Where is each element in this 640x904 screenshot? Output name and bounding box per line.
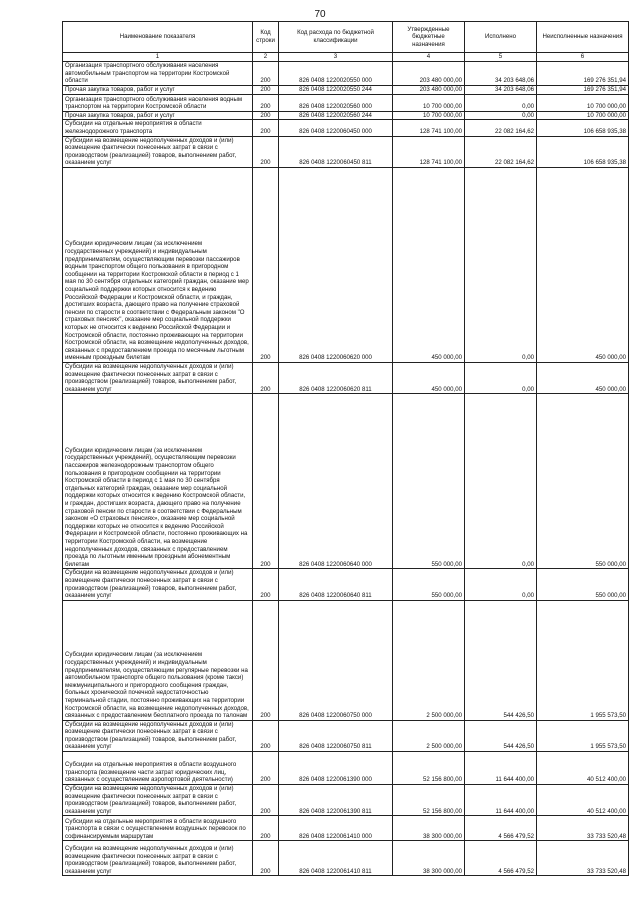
row-budget-code: 826 0408 1220060640 000 bbox=[279, 394, 393, 569]
table-row bbox=[63, 62, 629, 86]
row-approved: 52 156 800,00 bbox=[393, 752, 465, 785]
row-name: Организация транспортного обслуживания населения автомобильным транспортом на территории Костромской области bbox=[63, 62, 253, 86]
row-budget-code: 826 0408 1220060750 000 bbox=[279, 600, 393, 720]
column-number: 3 bbox=[279, 53, 393, 62]
row-approved: 38 300 000,00 bbox=[393, 816, 465, 841]
header-approved: Утвержденные бюджетные назначения bbox=[393, 22, 465, 53]
row-unexecuted: 33 733 520,48 bbox=[537, 841, 629, 876]
table-row bbox=[63, 600, 629, 720]
page-number: 70 bbox=[314, 9, 326, 20]
row-executed: 4 566 479,52 bbox=[465, 816, 537, 841]
row-code: 200 bbox=[253, 569, 279, 600]
row-budget-code: 826 0408 1220060640 811 bbox=[279, 569, 393, 600]
row-name: Субсидии на отдельные мероприятия в области воздушного транспорта в связи с осуществлением воздушных перевозок по софинансируемым маршрутам bbox=[63, 816, 253, 841]
row-name: Субсидии на возмещение недополученных доходов и (или) возмещение фактически понесенных затрат в связи с производством (реализацией) товаров, выполнением работ, оказанием услуг bbox=[63, 841, 253, 876]
row-approved: 2 500 000,00 bbox=[393, 720, 465, 751]
row-budget-code: 826 0408 1220060620 811 bbox=[279, 362, 393, 393]
table-row bbox=[63, 94, 629, 111]
row-name: Субсидии на возмещение недополученных доходов и (или) возмещение фактически понесенных затрат в связи с производством (реализацией) товаров, выполнением работ, оказанием услуг bbox=[63, 136, 253, 167]
header-budget-code: Код расхода по бюджетной классификации bbox=[279, 22, 393, 53]
row-executed: 0,00 bbox=[465, 167, 537, 362]
row-unexecuted: 40 512 400,00 bbox=[537, 785, 629, 816]
row-name: Субсидии на возмещение недополученных доходов и (или) возмещение фактически понесенных затрат в связи с производством (реализацией) товаров, выполнением работ, оказанием услуг bbox=[63, 362, 253, 393]
row-name: Субсидии на возмещение недополученных доходов и (или) возмещение фактически понесенных затрат в связи с производством (реализацией) товаров, выполнением работ, оказанием услуг bbox=[63, 785, 253, 816]
row-code: 200 bbox=[253, 785, 279, 816]
row-executed: 544 426,50 bbox=[465, 600, 537, 720]
row-budget-code: 826 0408 1220060750 811 bbox=[279, 720, 393, 751]
column-number-row bbox=[63, 53, 629, 62]
row-budget-code: 826 0408 1220060450 811 bbox=[279, 136, 393, 167]
row-code: 200 bbox=[253, 600, 279, 720]
row-approved: 128 741 100,00 bbox=[393, 120, 465, 136]
row-executed: 4 566 479,52 bbox=[465, 841, 537, 876]
row-executed: 0,00 bbox=[465, 94, 537, 111]
row-approved: 10 700 000,00 bbox=[393, 94, 465, 111]
row-unexecuted: 10 700 000,00 bbox=[537, 111, 629, 120]
row-code: 200 bbox=[253, 111, 279, 120]
row-approved: 203 480 000,00 bbox=[393, 85, 465, 94]
row-approved: 10 700 000,00 bbox=[393, 111, 465, 120]
row-executed: 0,00 bbox=[465, 394, 537, 569]
row-unexecuted: 550 000,00 bbox=[537, 569, 629, 600]
row-name: Организация транспортного обслуживания населения водным транспортом на территории Костромской области bbox=[63, 94, 253, 111]
row-executed: 0,00 bbox=[465, 569, 537, 600]
row-unexecuted: 40 512 400,00 bbox=[537, 752, 629, 785]
row-name: Субсидии юридическим лицам (за исключением государственных учреждений) и индивидуальным предпринимателям, осуществляющим регулярные перевозки на автомобильном транспорте общего пользования (кроме такси) межмуниципального и пригородного сообщения граждан, больных хронической почечной недостаточностью терминальной стадии, постоянно проживающих на территории Костромской области, на возмещение недополученных доходов, связанных с предоставлением бесплатного проезда по талонам bbox=[63, 600, 253, 720]
row-approved: 2 500 000,00 bbox=[393, 600, 465, 720]
header-name: Наименование показателя bbox=[63, 22, 253, 53]
row-budget-code: 826 0408 1220061390 811 bbox=[279, 785, 393, 816]
row-name: Субсидии на отдельные мероприятия в области воздушного транспорта (возмещение части затрат юридических лиц, связанных с осуществлением аэропортовой деятельности) bbox=[63, 752, 253, 785]
table-row bbox=[63, 362, 629, 393]
row-approved: 52 156 800,00 bbox=[393, 785, 465, 816]
row-approved: 203 480 000,00 bbox=[393, 62, 465, 86]
table-row bbox=[63, 569, 629, 600]
row-executed: 11 644 400,00 bbox=[465, 785, 537, 816]
row-name: Прочая закупка товаров, работ и услуг bbox=[63, 111, 253, 120]
row-code: 200 bbox=[253, 816, 279, 841]
row-executed: 0,00 bbox=[465, 362, 537, 393]
row-unexecuted: 450 000,00 bbox=[537, 362, 629, 393]
budget-execution-table bbox=[62, 21, 629, 876]
row-code: 200 bbox=[253, 85, 279, 94]
row-budget-code: 826 0408 1220020560 000 bbox=[279, 94, 393, 111]
row-code: 200 bbox=[253, 394, 279, 569]
row-budget-code: 826 0408 1220020550 000 bbox=[279, 62, 393, 86]
column-number: 4 bbox=[393, 53, 465, 62]
row-name: Субсидии юридическим лицам (за исключением государственных учреждений), осуществляющим перевозки пассажиров железнодорожным транспортом общего пользования в пригородном сообщении на территории Костромской области в период с 1 мая по 30 сентября отдельных категорий граждан, оказание мер социальной поддержки которых относится к ведению Костромской области, и граждан, достигших возраста, дающего право на получение страховой пенсии по старости в соответствии с Федеральным законом «О страховых пенсиях», оказание мер социальной поддержки которых не относится к ведению Российской Федерации и Костромской области, постоянно проживающих на территории Костромской области, на возмещение недополученных доходов, связанных с предоставлением проезда по льготным именным проездным абонементным билетам bbox=[63, 394, 253, 569]
row-approved: 450 000,00 bbox=[393, 167, 465, 362]
row-code: 200 bbox=[253, 167, 279, 362]
table-row bbox=[63, 720, 629, 751]
row-executed: 0,00 bbox=[465, 111, 537, 120]
row-code: 200 bbox=[253, 362, 279, 393]
row-name: Субсидии на возмещение недополученных доходов и (или) возмещение фактически понесенных затрат в связи с производством (реализацией) товаров, выполнением работ, оказанием услуг bbox=[63, 569, 253, 600]
row-executed: 34 203 648,06 bbox=[465, 85, 537, 94]
row-code: 200 bbox=[253, 62, 279, 86]
row-executed: 22 082 164,62 bbox=[465, 136, 537, 167]
table-row bbox=[63, 394, 629, 569]
row-approved: 550 000,00 bbox=[393, 569, 465, 600]
row-budget-code: 826 0408 1220061410 000 bbox=[279, 816, 393, 841]
row-unexecuted: 106 658 935,38 bbox=[537, 120, 629, 136]
table-row bbox=[63, 167, 629, 362]
column-number: 5 bbox=[465, 53, 537, 62]
row-name: Субсидии юридическим лицам (за исключением государственных учреждений) и индивидуальным предпринимателям, осуществляющим перевозки пассажиров водным транспортом общего пользования в пригородном сообщении на территории Костромской области в период с 1 мая по 30 сентября отдельных категорий граждан, оказание мер социальной поддержки которых относится к ведению Российской Федерации и Костромской области, и граждан, достигших возраста, дающего право на получение страховой пенсии по старости в соответствии с Федеральным законом "О страховых пенсиях", оказание мер социальной поддержки которых не относится к ведению Российской Федерации и Костромской области, постоянно проживающих на территории Костромской области, на возмещение недополученных доходов, связанных с предоставлением проезда по месячным льготным именным проездным билетам bbox=[63, 167, 253, 362]
row-executed: 22 082 164,62 bbox=[465, 120, 537, 136]
row-budget-code: 826 0408 1220020550 244 bbox=[279, 85, 393, 94]
row-unexecuted: 106 658 935,38 bbox=[537, 136, 629, 167]
row-budget-code: 826 0408 1220061410 811 bbox=[279, 841, 393, 876]
row-executed: 34 203 648,06 bbox=[465, 62, 537, 86]
row-name: Прочая закупка товаров, работ и услуг bbox=[63, 85, 253, 94]
row-name: Субсидии на отдельные мероприятия в области железнодорожного транспорта bbox=[63, 120, 253, 136]
row-executed: 544 426,50 bbox=[465, 720, 537, 751]
row-approved: 550 000,00 bbox=[393, 394, 465, 569]
table-header-row bbox=[63, 22, 629, 53]
row-code: 200 bbox=[253, 94, 279, 111]
row-unexecuted: 550 000,00 bbox=[537, 394, 629, 569]
row-budget-code: 826 0408 1220060620 000 bbox=[279, 167, 393, 362]
row-unexecuted: 1 955 573,50 bbox=[537, 600, 629, 720]
row-code: 200 bbox=[253, 752, 279, 785]
table-row bbox=[63, 816, 629, 841]
table-row bbox=[63, 752, 629, 785]
row-unexecuted: 10 700 000,00 bbox=[537, 94, 629, 111]
column-number: 1 bbox=[63, 53, 253, 62]
row-approved: 38 300 000,00 bbox=[393, 841, 465, 876]
table-row bbox=[63, 120, 629, 136]
column-number: 6 bbox=[537, 53, 629, 62]
header-unexecuted: Неисполненные назначения bbox=[537, 22, 629, 53]
row-approved: 128 741 100,00 bbox=[393, 136, 465, 167]
column-number: 2 bbox=[253, 53, 279, 62]
table-row bbox=[63, 841, 629, 876]
row-approved: 450 000,00 bbox=[393, 362, 465, 393]
row-code: 200 bbox=[253, 841, 279, 876]
row-executed: 11 644 400,00 bbox=[465, 752, 537, 785]
table-row bbox=[63, 111, 629, 120]
row-budget-code: 826 0408 1220061390 000 bbox=[279, 752, 393, 785]
row-budget-code: 826 0408 1220020560 244 bbox=[279, 111, 393, 120]
row-unexecuted: 33 733 520,48 bbox=[537, 816, 629, 841]
row-unexecuted: 450 000,00 bbox=[537, 167, 629, 362]
row-unexecuted: 1 955 573,50 bbox=[537, 720, 629, 751]
row-name: Субсидии на возмещение недополученных доходов и (или) возмещение фактически понесенных затрат в связи с производством (реализацией) товаров, выполнением работ, оказанием услуг bbox=[63, 720, 253, 751]
table-row bbox=[63, 785, 629, 816]
row-code: 200 bbox=[253, 120, 279, 136]
row-code: 200 bbox=[253, 136, 279, 167]
row-unexecuted: 169 276 351,94 bbox=[537, 85, 629, 94]
header-code: Код строки bbox=[253, 22, 279, 53]
row-code: 200 bbox=[253, 720, 279, 751]
header-executed: Исполнено bbox=[465, 22, 537, 53]
table-row bbox=[63, 85, 629, 94]
row-budget-code: 826 0408 1220060450 000 bbox=[279, 120, 393, 136]
row-unexecuted: 169 276 351,94 bbox=[537, 62, 629, 86]
table-row bbox=[63, 136, 629, 167]
